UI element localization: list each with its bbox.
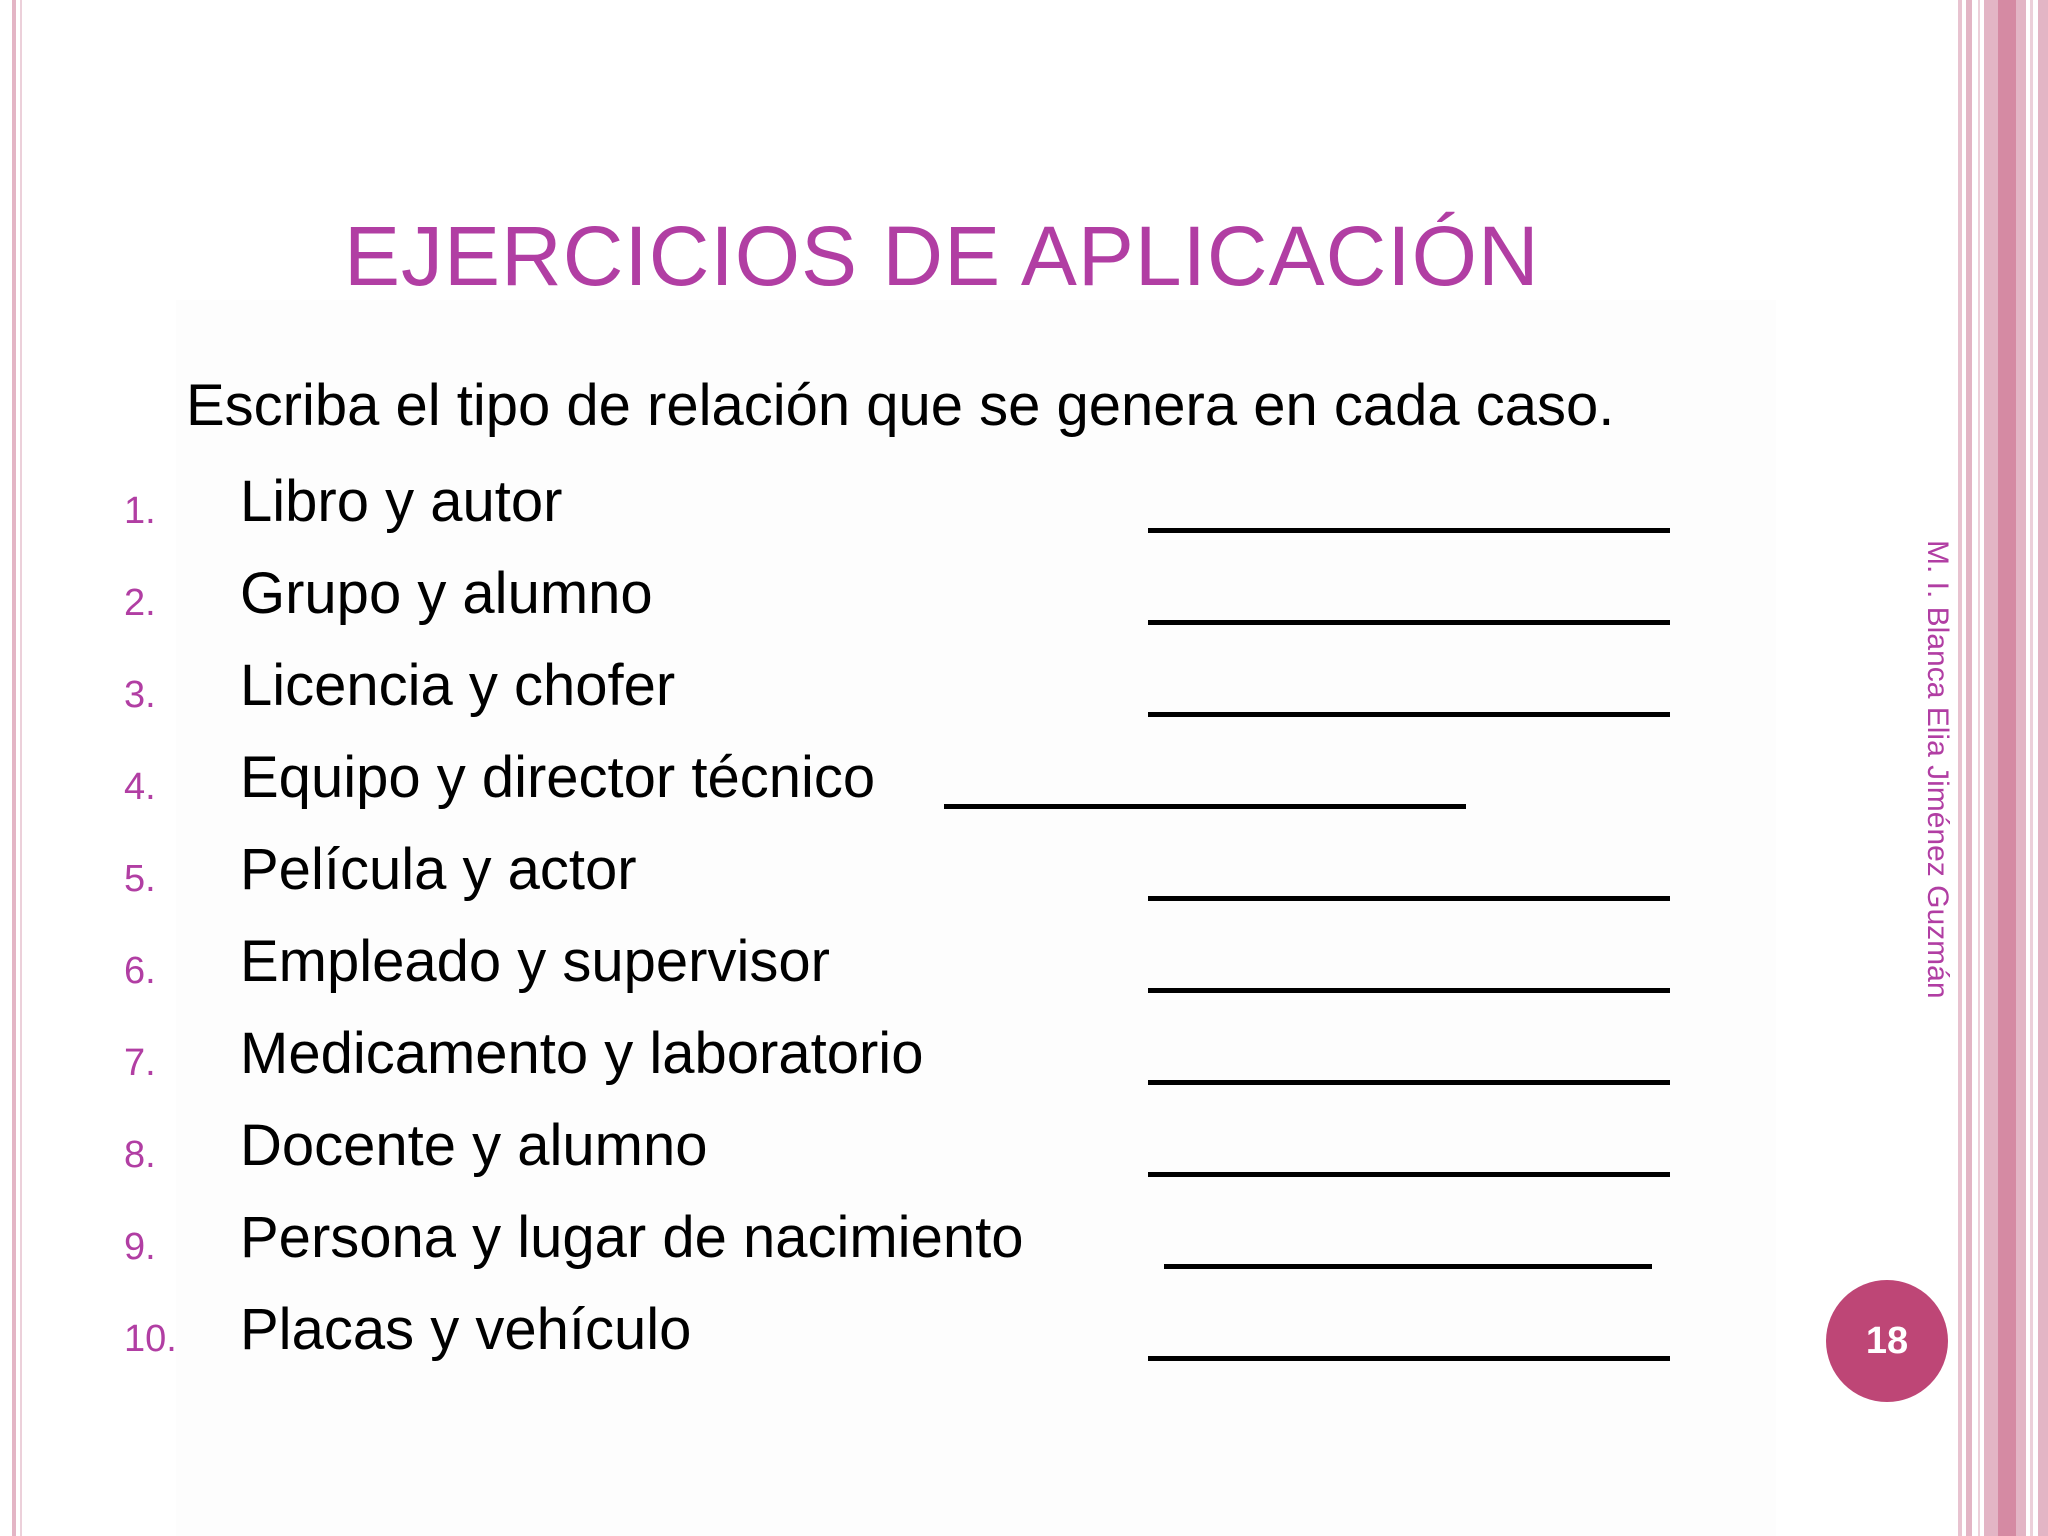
right-border-stripe bbox=[1966, 0, 1972, 1536]
answer-blank[interactable] bbox=[1148, 836, 1670, 901]
answer-blank[interactable] bbox=[1148, 468, 1670, 533]
list-item-text: Grupo y alumno bbox=[240, 561, 653, 626]
list-item bbox=[0, 560, 1700, 652]
list-item-text: Persona y lugar de nacimiento bbox=[240, 1205, 1024, 1270]
list-item-text: Medicamento y laboratorio bbox=[240, 1021, 924, 1086]
right-border-stripe bbox=[1984, 0, 1998, 1536]
page-number-badge bbox=[1826, 1280, 1948, 1402]
list-item-number: 4. bbox=[124, 766, 156, 808]
list-item-number: 9. bbox=[124, 1226, 156, 1268]
list-item bbox=[0, 652, 1700, 744]
answer-blank[interactable] bbox=[944, 744, 1466, 809]
list-item-number: 10. bbox=[124, 1318, 177, 1360]
right-border-stripe bbox=[2016, 0, 2026, 1536]
right-border-stripe bbox=[2030, 0, 2033, 1536]
list-item-number: 8. bbox=[124, 1134, 156, 1176]
list-item bbox=[0, 744, 1700, 836]
list-item-number: 7. bbox=[124, 1042, 156, 1084]
list-item-number: 1. bbox=[124, 490, 156, 532]
slide-title: EJERCICIOS DE APLICACIÓN bbox=[344, 209, 1540, 303]
list-item-number: 2. bbox=[124, 582, 156, 624]
list-item bbox=[0, 1204, 1700, 1296]
list-item-text: Película y actor bbox=[240, 837, 637, 902]
list-item bbox=[0, 1296, 1700, 1388]
list-item-number: 3. bbox=[124, 674, 156, 716]
list-item-text: Equipo y director técnico bbox=[240, 745, 876, 810]
right-border-stripe bbox=[2038, 0, 2048, 1536]
answer-blank[interactable] bbox=[1148, 560, 1670, 625]
answer-blank[interactable] bbox=[1148, 1296, 1670, 1361]
list-item-text: Licencia y chofer bbox=[240, 653, 676, 718]
answer-blank[interactable] bbox=[1164, 1204, 1652, 1269]
list-item-number: 6. bbox=[124, 950, 156, 992]
list-item bbox=[0, 1112, 1700, 1204]
page-number: 18 bbox=[1865, 1319, 1909, 1362]
instruction-text: Escriba el tipo de relación que se genera en cada caso. bbox=[186, 373, 1615, 438]
answer-blank[interactable] bbox=[1148, 1020, 1670, 1085]
list-item-text: Empleado y supervisor bbox=[240, 929, 830, 994]
answer-blank[interactable] bbox=[1148, 652, 1670, 717]
right-border-stripe bbox=[1978, 0, 1980, 1536]
list-item bbox=[0, 836, 1700, 928]
author-vertical-text: M. I. Blanca Elia Jiménez Guzmán bbox=[1921, 540, 1954, 999]
list-item bbox=[0, 928, 1700, 1020]
list-item bbox=[0, 1020, 1700, 1112]
list-item-text: Placas y vehículo bbox=[240, 1297, 692, 1362]
list-item bbox=[0, 468, 1700, 560]
right-border-stripe bbox=[1998, 0, 2016, 1536]
answer-blank[interactable] bbox=[1148, 928, 1670, 993]
list-item-number: 5. bbox=[124, 858, 156, 900]
list-item-text: Docente y alumno bbox=[240, 1113, 708, 1178]
list-item-text: Libro y autor bbox=[240, 469, 563, 534]
answer-blank[interactable] bbox=[1148, 1112, 1670, 1177]
right-border-stripe bbox=[1958, 0, 1962, 1536]
